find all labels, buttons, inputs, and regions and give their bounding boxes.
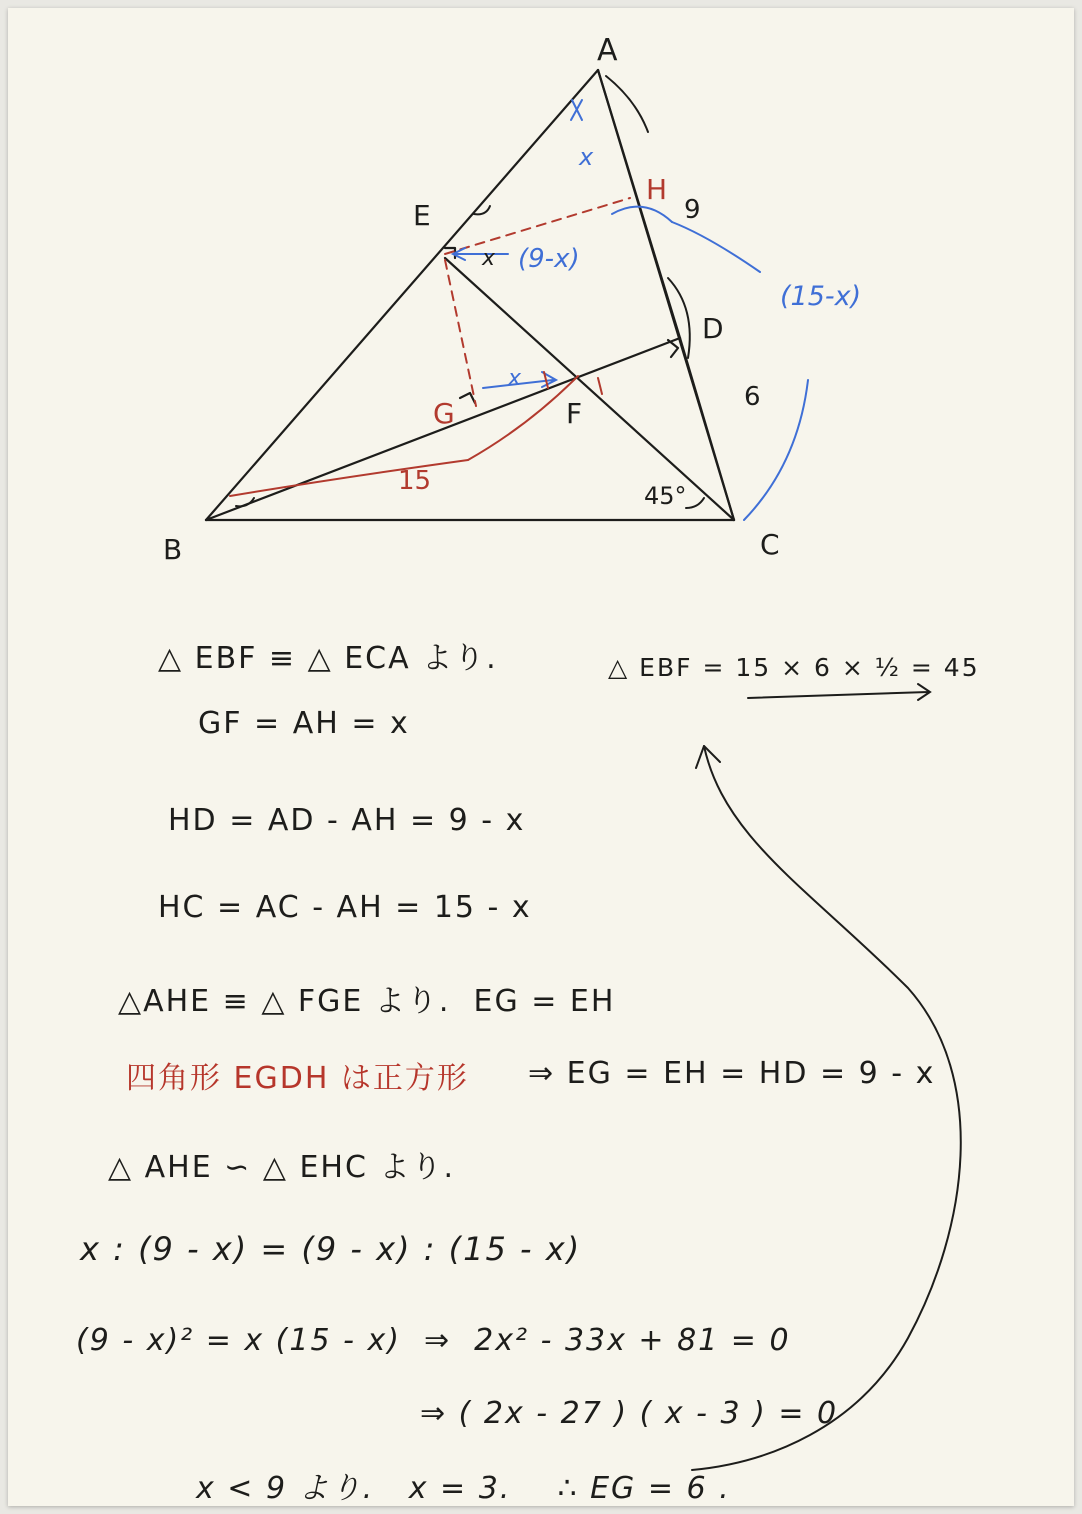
big-curly-arrow-head (696, 746, 720, 768)
arc-angle-B (236, 498, 254, 506)
segment-D-C (680, 338, 734, 520)
segment-A-D (598, 70, 680, 338)
vertex-label-A: A (597, 33, 618, 68)
vertex-label-H: H (646, 173, 668, 206)
underline-45 (748, 684, 930, 700)
geometry-figure (8, 8, 1074, 1506)
annotation-tick-x-at-GF: x (508, 366, 522, 391)
annotation-15-minus-x: (15-x) (780, 281, 862, 312)
work-line-5: HC = AC - AH = 15 - x (158, 890, 532, 925)
work-line-3: GF = AH = x (198, 706, 410, 741)
tick-GF-2 (598, 378, 602, 394)
notebook-page (8, 8, 1074, 1506)
work-line-10: (9 - x)² = x (15 - x) ⇒ 2x² - 33x + 81 = 0 (76, 1323, 791, 1358)
work-line-2: △ EBF = 15 × 6 × ½ = 45 (608, 653, 980, 682)
work-line-7-rest: ⇒ EG = EH = HD = 9 - x (528, 1056, 936, 1091)
annotation-9-minus-x: (9-x) (518, 244, 580, 274)
vertex-label-D: D (702, 312, 724, 345)
curve-H-to-right (672, 222, 760, 272)
vertex-label-F: F (566, 397, 583, 430)
work-line-1: △ EBF ≡ △ ECA より. (158, 641, 498, 676)
annotation-segment-15: 15 (398, 466, 432, 496)
big-curly-arrow (692, 746, 961, 1470)
work-line-6: △AHE ≡ △ FGE より. EG = EH (118, 984, 616, 1019)
work-line-4: HD = AD - AH = 9 - x (168, 803, 526, 838)
vertex-label-C: C (760, 528, 780, 561)
right-angle-mark-D (668, 340, 678, 357)
arc-A-mark (606, 76, 648, 132)
arrow-to-E (453, 248, 508, 260)
work-line-12: x < 9 より. x = 3. ∴ EG = 6 . (196, 1471, 731, 1506)
arc-D-mark (668, 278, 690, 358)
work-line-9: x : (9 - x) = (9 - x) : (15 - x) (80, 1230, 582, 1268)
vertex-label-E: E (413, 199, 431, 232)
side-AB (206, 70, 598, 520)
vertex-label-B: B (163, 533, 183, 566)
work-line-8: △ AHE ∽ △ EHC より. (108, 1150, 455, 1185)
segment-E-C (445, 258, 734, 520)
vertex-label-G: G (433, 397, 455, 430)
annotation-angle-x-at-A: x (579, 143, 594, 171)
work-line-11: ⇒ ( 2x - 27 ) ( x - 3 ) = 0 (420, 1396, 839, 1431)
annotation-angle-45: 45° (644, 482, 687, 510)
annotation-tick-x-at-E: x (482, 246, 496, 271)
work-line-7-red: 四角形 EGDH は正方形 (126, 1061, 469, 1096)
annotation-segment-6: 6 (744, 382, 761, 412)
annotation-segment-9: 9 (684, 195, 701, 225)
arc-angle-C (686, 498, 704, 508)
